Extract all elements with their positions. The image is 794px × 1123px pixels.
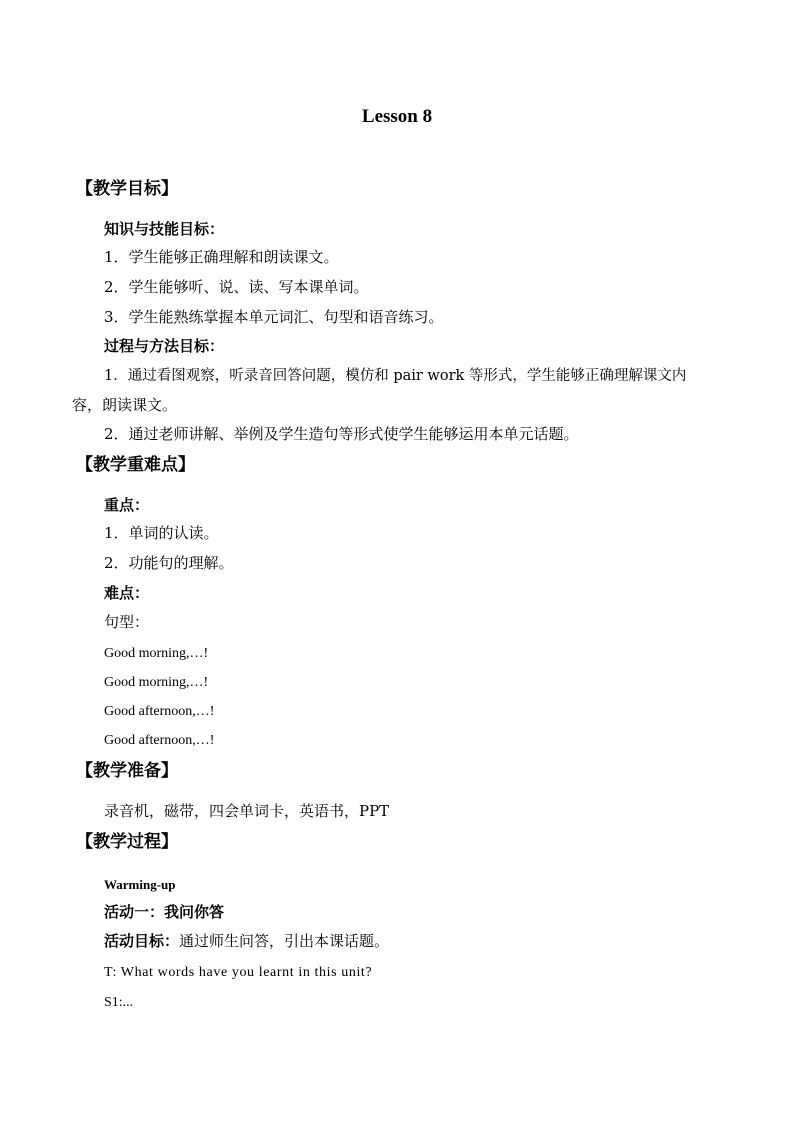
focus-label: 重点： [104,496,150,514]
activity-goal [104,931,389,951]
knowledge-item-3: 3．学生能熟练掌握本单元词汇、句型和语音练习。 [104,308,444,326]
process-goal-item-2: 2．通过老师讲解、举例及学生造句等形式使学生能够运用本单元话题。 [104,425,579,443]
activity-goal-label: 活动目标： [104,932,180,950]
process-goal-item-1-line-1: 1．通过看图观察，听录音回答问题，模仿和 pair work 等形式，学生能够正确理解课文内 [104,368,687,384]
process-heading: 【教学过程】 [76,832,178,852]
process-goal-item-1-line-2: 容，朗读课文。 [72,396,178,414]
preparation-text: 录音机，磁带，四会单词卡，英语书，PPT [104,802,390,820]
knowledge-label: 知识与技能目标： [104,220,225,238]
sentence-3: Good afternoon,…! [104,704,215,719]
dialogue-line-2: S1:... [104,995,134,1010]
activity-title: 活动一：我问你答 [104,903,225,921]
key-points-heading: 【教学重难点】 [76,455,195,475]
stage-label: Warming-up [104,877,176,892]
focus-item-1: 1．单词的认读。 [104,524,219,542]
knowledge-item-2: 2．学生能够听、说、读、写本课单词。 [104,278,369,296]
objectives-heading: 【教学目标】 [76,179,178,199]
sentence-2: Good morning,…! [104,675,209,690]
preparation-heading: 【教学准备】 [76,761,178,781]
activity-goal-text: 通过师生问答，引出本课话题。 [179,932,390,950]
sentence-1: Good morning,…! [104,646,209,661]
dialogue-line-1: T: What words have you learnt in this unit? [104,965,373,980]
focus-item-2: 2．功能句的理解。 [104,554,234,572]
process-goal-label: 过程与方法目标： [104,337,225,355]
difficulty-label: 难点： [104,584,150,602]
sentence-4: Good afternoon,…! [104,733,215,748]
sentence-label: 句型： [104,613,150,631]
lesson-title: Lesson 8 [361,106,433,127]
knowledge-item-1: 1．学生能够正确理解和朗读课文。 [104,248,339,266]
